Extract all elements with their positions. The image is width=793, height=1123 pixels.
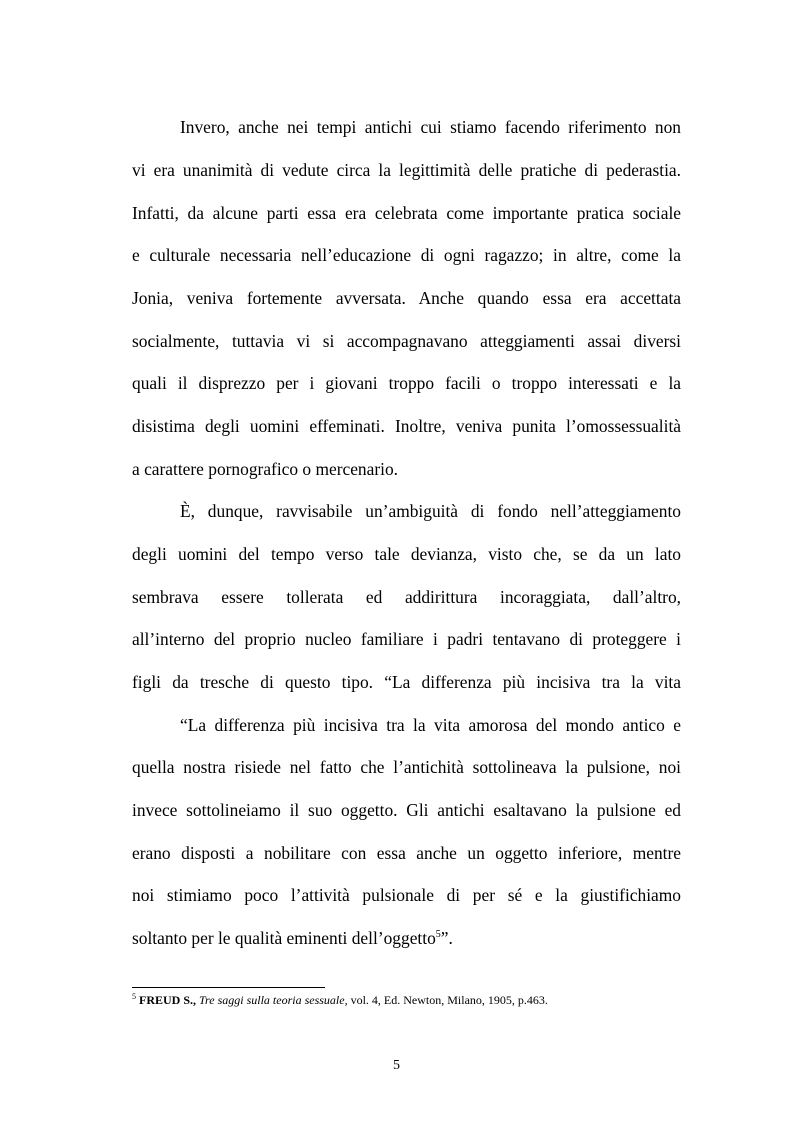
- paragraph-line: all’interno del proprio nucleo familiare i padri tentavano di proteggere i: [132, 629, 681, 649]
- page-number: 5: [393, 1058, 400, 1073]
- paragraph-line: Invero, anche nei tempi antichi cui stiamo facendo riferimento non: [180, 117, 681, 137]
- footnote-separator: [132, 987, 325, 988]
- paragraph-line: e culturale necessaria nell’educazione di ogni ragazzo; in altre, come la: [132, 245, 681, 265]
- paragraph-line: quali il disprezzo per i giovani troppo facili o troppo interessati e la: [132, 373, 681, 393]
- paragraph-line: Jonia, veniva fortemente avversata. Anche quando essa era accettata: [132, 288, 681, 308]
- footnote-number: 5: [132, 992, 136, 1001]
- quote-closing: ”.: [440, 928, 453, 948]
- quote-line: erano disposti a nobilitare con essa anche un oggetto inferiore, mentre: [132, 843, 681, 863]
- paragraph-line: disistima degli uomini effeminati. Inoltre, veniva punita l’omossessualità: [132, 416, 681, 436]
- quote-last-line: [132, 927, 681, 949]
- paragraph-line: a carattere pornografico o mercenario.: [132, 459, 399, 479]
- paragraph-line: degli uomini del tempo verso tale devianza, visto che, se da un lato: [132, 544, 681, 564]
- footnote-reference[interactable]: 5: [435, 929, 441, 941]
- footnote-details: vol. 4, Ed. Newton, Milano, 1905, p.463.: [350, 993, 548, 1007]
- paragraph-line: socialmente, tuttavia vi si accompagnavano atteggiamenti assai diversi: [132, 331, 681, 351]
- footnote-title: Tre saggi sulla teoria sessuale,: [199, 993, 348, 1007]
- quote-line: invece sottolineiamo il suo oggetto. Gli antichi esaltavano la pulsione ed: [132, 800, 681, 820]
- paragraph-line: È, dunque, ravvisabile un’ambiguità di fondo nell’atteggiamento: [180, 501, 681, 521]
- quote-line: “La differenza più incisiva tra la vita amorosa del mondo antico e: [180, 715, 681, 735]
- footnote: [132, 992, 548, 1008]
- quote-line: noi stimiamo poco l’attività pulsionale di per sé e la giustifichiamo: [132, 885, 681, 905]
- paragraph-line: vi era unanimità di vedute circa la legittimità delle pratiche di pederastia.: [132, 160, 681, 180]
- paragraph-line: Infatti, da alcune parti essa era celebrata come importante pratica sociale: [132, 203, 681, 223]
- paragraph-line: figli da tresche di questo tipo. “La differenza più incisiva tra la vita: [132, 672, 681, 692]
- footnote-author: FREUD S.,: [139, 993, 197, 1007]
- quote-last-text: soltanto per le qualità eminenti dell’oggetto: [132, 928, 436, 948]
- quote-line: quella nostra risiede nel fatto che l’antichità sottolineava la pulsione, noi: [132, 757, 681, 777]
- paragraph-line: sembrava essere tollerata ed addirittura incoraggiata, dall’altro,: [132, 587, 681, 607]
